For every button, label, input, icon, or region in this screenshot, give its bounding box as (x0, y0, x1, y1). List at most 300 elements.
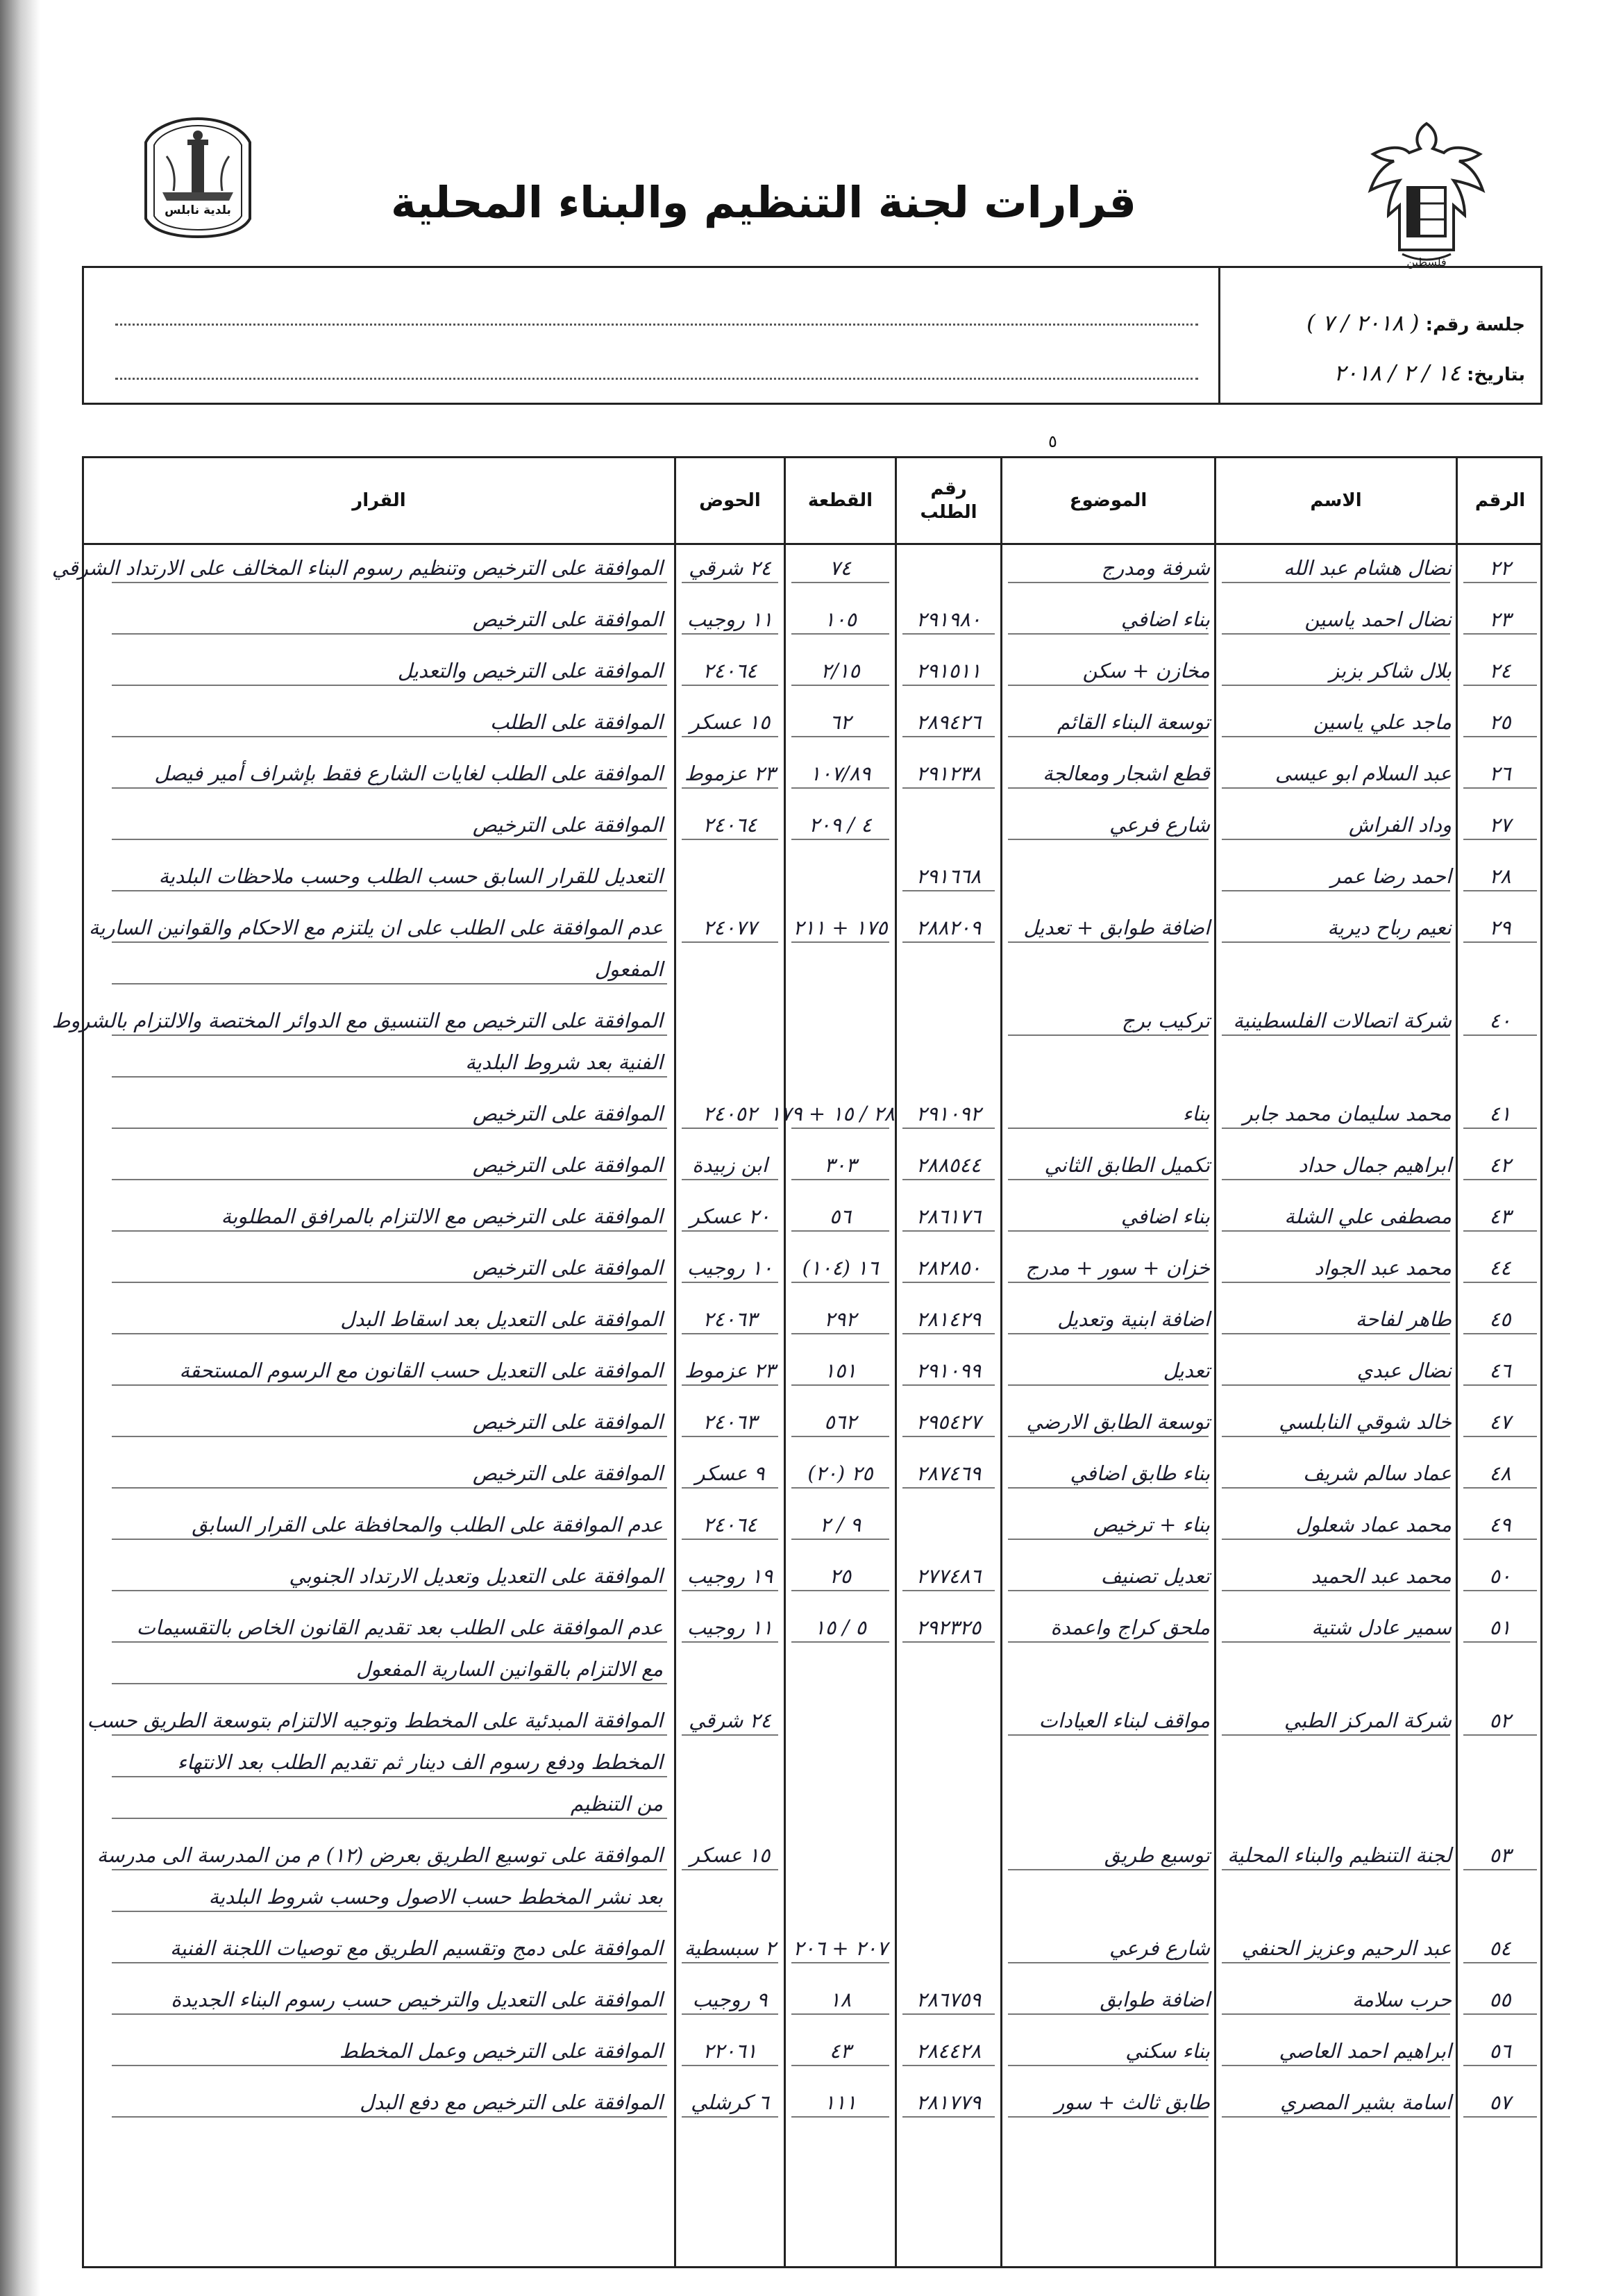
row-decision-line: عدم الموافقة على الطلب بعد تقديم القانون الخاص بالتقسيمات (136, 1616, 663, 1639)
handwriting-baseline (1222, 1179, 1450, 1180)
handwriting-baseline (1008, 1384, 1209, 1386)
row-plot (786, 1000, 895, 1041)
handwriting-baseline (682, 1282, 778, 1283)
handwriting-baseline (112, 1869, 667, 1870)
row-subject: ملحق كراج واعمدة (1050, 1616, 1210, 1639)
row-subject: توسعة الطابق الارضي (1026, 1410, 1210, 1434)
row-decision-line: الموافقة على الترخيص والتعديل (397, 659, 663, 682)
row-request-number: ٢٧٧٤٨٦ (916, 1564, 982, 1588)
row-request-number: ٢٨٢٨٥٠ (916, 1256, 982, 1280)
handwriting-baseline (791, 1590, 889, 1591)
handwriting-baseline (1008, 1539, 1209, 1540)
table-row (84, 753, 1540, 794)
notes-line-1 (115, 324, 1198, 326)
row-basin: ٢٤٠٥٢ (703, 1102, 757, 1125)
handwriting-baseline (791, 2116, 889, 2118)
row-subject: تعديل (1163, 1359, 1210, 1382)
row-basin: ١١ روجيب (687, 607, 773, 631)
handwriting-baseline (1222, 787, 1450, 789)
handwriting-baseline (1463, 582, 1537, 583)
session-number (1306, 310, 1525, 336)
emblem-caption: فلسطين (1406, 255, 1447, 269)
handwriting-baseline (112, 1230, 667, 1232)
row-plot: ١١١ (824, 2090, 857, 2114)
handwriting-baseline (902, 1641, 995, 1643)
handwriting-baseline (1008, 1333, 1209, 1334)
handwriting-baseline (1008, 1962, 1209, 1963)
handwriting-baseline (1222, 1962, 1450, 1963)
handwriting-baseline (682, 1641, 778, 1643)
row-name: محمد عماد شعلول (1295, 1513, 1452, 1536)
handwriting-baseline (682, 1128, 778, 1129)
table-row (84, 701, 1540, 743)
handwriting-baseline (791, 633, 889, 635)
handwriting-baseline (1463, 1734, 1537, 1736)
row-basin: ١٩ روجيب (687, 1564, 773, 1588)
session-number-label: جلسة رقم: (1425, 315, 1525, 335)
row-number: ٥٧ (1489, 2090, 1511, 2114)
row-decision-line: الموافقة على الترخيص (472, 1461, 663, 1485)
table-row (84, 650, 1540, 692)
handwriting-baseline (1222, 1734, 1450, 1736)
handwriting-baseline (902, 1487, 995, 1489)
handwriting-baseline (791, 1230, 889, 1232)
handwriting-baseline (791, 2065, 889, 2066)
handwriting-baseline (682, 1962, 778, 1963)
row-basin (676, 855, 784, 897)
decisions-table (51, 456, 1542, 2268)
handwriting-baseline (112, 2116, 667, 2118)
table-row (84, 1452, 1540, 1494)
scan-shadow-edge (0, 0, 40, 2296)
row-decision-line: الموافقة على الترخيص (472, 1410, 663, 1434)
row-basin: ٢٣ عزموط (684, 1359, 775, 1382)
row-decision-line: من التنظيم (570, 1792, 663, 1816)
table-row (84, 1700, 1540, 1825)
handwriting-baseline (902, 2065, 995, 2066)
handwriting-baseline (1463, 787, 1537, 789)
handwriting-baseline (1463, 1436, 1537, 1437)
handwriting-baseline (1008, 582, 1209, 583)
row-name: مصطفى علي الشلة (1284, 1205, 1452, 1228)
handwriting-baseline (112, 736, 667, 737)
handwriting-baseline (1222, 1034, 1450, 1036)
row-plot: ٢٨ / ١٥ + ١٧٩ (769, 1102, 895, 1125)
handwriting-baseline (112, 1962, 667, 1963)
row-decision-line: الموافقة على الترخيص (472, 1153, 663, 1177)
handwriting-baseline (1463, 685, 1537, 686)
session-date-value: ١٤ / ٢ / ٢٠١٨ (1334, 360, 1461, 386)
row-basin: ٢٤ شرقي (689, 1709, 771, 1732)
row-request-number: ٢٨٩٤٢٦ (916, 710, 982, 734)
row-name: ابراهيم جمال حداد (1298, 1153, 1452, 1177)
table-row (84, 855, 1540, 897)
handwriting-baseline (112, 1487, 667, 1489)
handwriting-baseline (1008, 1487, 1209, 1489)
row-plot: ٢٥ (٢٠) (807, 1461, 873, 1485)
handwriting-baseline (112, 1641, 667, 1643)
row-plot: ٧٤ (829, 556, 852, 580)
row-name: نضال هشام عبد الله (1283, 556, 1452, 580)
row-subject: مواقف لبناء العيادات (1038, 1709, 1210, 1732)
row-number: ٤٧ (1489, 1410, 1511, 1434)
row-request-number: ٢٨٨٥٤٤ (916, 1153, 982, 1177)
row-subject: طابق ثالث + سور (1054, 2090, 1210, 2114)
handwriting-baseline (112, 1128, 667, 1129)
row-request-number: ٢٩٥٤٢٧ (916, 1410, 982, 1434)
row-decision-line: بعد نشر المخطط حسب الاصول وحسب شروط البلدية (208, 1885, 663, 1909)
row-decision-line: الموافقة على التعديل بعد اسقاط البدل (340, 1307, 663, 1331)
handwriting-baseline (902, 1282, 995, 1283)
handwriting-baseline (902, 1590, 995, 1591)
handwriting-baseline (682, 1539, 778, 1540)
handwriting-baseline (791, 582, 889, 583)
row-subject: اضافة طوابق (1100, 1988, 1210, 2011)
row-decision-line: الموافقة على الترخيص (472, 607, 663, 631)
handwriting-baseline (1463, 2116, 1537, 2118)
handwriting-baseline (902, 685, 995, 686)
row-decision-line: التعديل للقرار السابق حسب الطلب وحسب ملاحظات البلدية (158, 864, 663, 888)
handwriting-baseline (791, 1962, 889, 1963)
handwriting-baseline (791, 1384, 889, 1386)
handwriting-baseline (682, 1384, 778, 1386)
row-decision-line: الموافقة على الطلب لغايات الشارع فقط بإشراف أمير فيصل (154, 762, 663, 785)
row-request-number: ٢٩١٥١١ (916, 659, 982, 682)
handwriting-baseline (1222, 1436, 1450, 1437)
row-name: محمد سليمان محمد جابر (1243, 1102, 1452, 1125)
row-name: ابراهيم احمد العاصي (1279, 2039, 1452, 2063)
row-basin: ١٠ روجيب (687, 1256, 773, 1280)
handwriting-baseline (1008, 839, 1209, 840)
table-row (84, 1607, 1540, 1690)
handwriting-baseline (112, 633, 667, 635)
handwriting-baseline (112, 1734, 667, 1736)
handwriting-baseline (1222, 1384, 1450, 1386)
handwriting-baseline (682, 633, 778, 635)
handwriting-baseline (682, 2013, 778, 2015)
row-name: عبد الرحيم وعزيز الحنفي (1241, 1936, 1452, 1960)
row-basin: ٩ روجيب (692, 1988, 768, 2011)
table-row (84, 1927, 1540, 1969)
header-plot: القطعة (807, 490, 873, 511)
table-row (51, 547, 1540, 589)
handwriting-baseline (791, 685, 889, 686)
row-subject: بناء سكني (1125, 2039, 1210, 2063)
table-row (84, 2081, 1540, 2123)
row-request-number: ٢٩١٠٩٩ (916, 1359, 982, 1382)
row-plot: ٢٥ (829, 1564, 852, 1588)
handwriting-baseline (1008, 787, 1209, 789)
row-number: ٢٦ (1489, 762, 1511, 785)
handwriting-baseline (1222, 1128, 1450, 1129)
row-basin: ٢٤٠٦٤ (703, 1513, 757, 1536)
handwriting-baseline (112, 582, 667, 583)
handwriting-baseline (682, 941, 778, 943)
header-num: الرقم (1474, 490, 1526, 511)
row-name: لجنة التنظيم والبناء المحلية (1227, 1843, 1452, 1867)
row-plot: ٤ / ٢٠٩ (809, 813, 872, 837)
row-basin: ٢٠ عسكر (689, 1205, 771, 1228)
handwriting-baseline (1463, 1128, 1537, 1129)
row-decision-line: الموافقة على التعديل وتعديل الارتداد الجنوبي (289, 1564, 663, 1588)
handwriting-baseline (1008, 2013, 1209, 2015)
row-decision-line: المفعول (594, 957, 663, 981)
handwriting-baseline (112, 1333, 667, 1334)
row-number: ٥٦ (1489, 2039, 1511, 2063)
handwriting-baseline (112, 787, 667, 789)
row-number: ٢٧ (1489, 813, 1511, 837)
table-row (84, 1196, 1540, 1237)
handwriting-baseline (1008, 2065, 1209, 2066)
handwriting-baseline (902, 736, 995, 737)
handwriting-baseline (791, 941, 889, 943)
handwriting-baseline (791, 839, 889, 840)
row-number: ٤٤ (1489, 1256, 1511, 1280)
handwriting-baseline (1222, 839, 1450, 840)
row-basin: ٦ كرشلي (691, 2090, 769, 2114)
row-subject: بناء + ترخيص (1093, 1513, 1210, 1536)
row-decision-line: الموافقة على التعديل والترخيص حسب رسوم البناء الجديدة (171, 1988, 663, 2011)
handwriting-baseline (1463, 1539, 1537, 1540)
row-decision-line: الموافقة على التعديل حسب القانون مع الرسوم المستحقة (179, 1359, 663, 1382)
handwriting-baseline (1463, 2065, 1537, 2066)
handwriting-baseline (112, 1911, 667, 1912)
handwriting-baseline (902, 2013, 995, 2015)
row-subject: بناء اضافي (1120, 1205, 1210, 1228)
handwriting-baseline (902, 633, 995, 635)
handwriting-baseline (1222, 2013, 1450, 2015)
row-request-number (897, 1000, 1000, 1041)
row-number: ٥٤ (1489, 1936, 1511, 1960)
handwriting-baseline (902, 787, 995, 789)
row-name: طاهر لفاحة (1355, 1307, 1452, 1331)
row-request-number: ٢٩٢٣٢٥ (916, 1616, 982, 1639)
row-name: ماجد علي ياسين (1313, 710, 1452, 734)
row-name: نضال عبدي (1356, 1359, 1452, 1382)
handwriting-baseline (1463, 1384, 1537, 1386)
row-subject: بناء اضافي (1120, 607, 1210, 631)
row-decision-line: الموافقة المبدئية على المخطط وتوجيه الالتزام بتوسعة الطريق حسب (87, 1709, 663, 1732)
table-row (84, 1401, 1540, 1443)
row-name: عبد السلام ابو عيسى (1275, 762, 1452, 785)
session-info-box (82, 266, 1542, 405)
row-basin: ٢٤٠٦٣ (703, 1307, 757, 1331)
table-row (51, 1000, 1540, 1083)
row-plot: ٥٦ (829, 1205, 852, 1228)
handwriting-baseline (1008, 685, 1209, 686)
row-name: احمد رضا عمر (1331, 864, 1452, 888)
handwriting-baseline (1222, 685, 1450, 686)
handwriting-baseline (1463, 736, 1537, 737)
row-number: ٢٩ (1489, 916, 1511, 939)
row-plot: ٥ / ١٥ (814, 1616, 866, 1639)
handwriting-baseline (112, 1683, 667, 1684)
row-name: خالد شوقي النابلسي (1279, 1410, 1452, 1434)
handwriting-baseline (682, 1487, 778, 1489)
handwriting-baseline (1463, 890, 1537, 891)
row-basin: ابن زبيدة (692, 1153, 768, 1177)
row-decision-line: مع الالتزام بالقوانين السارية المفعول (356, 1657, 663, 1681)
table-row (84, 2030, 1540, 2072)
handwriting-baseline (1008, 1734, 1209, 1736)
header-name: الاسم (1310, 490, 1362, 511)
row-subject: خزان + سور + مدرج (1025, 1256, 1210, 1280)
handwriting-baseline (1008, 1034, 1209, 1036)
handwriting-baseline (1222, 582, 1450, 583)
table-row (84, 1834, 1540, 1918)
row-subject: مخازن + سكن (1082, 659, 1210, 682)
handwriting-baseline (1463, 1641, 1537, 1643)
row-request-number (897, 804, 1000, 846)
handwriting-baseline (112, 1818, 667, 1819)
handwriting-baseline (1008, 1869, 1209, 1870)
handwriting-baseline (1463, 1487, 1537, 1489)
row-plot: ٢٠٧ + ٢٠٦ (793, 1936, 888, 1960)
row-subject: تعديل تصنيف (1100, 1564, 1210, 1588)
handwriting-baseline (112, 1776, 667, 1777)
handwriting-baseline (902, 1384, 995, 1386)
row-number: ٤٠ (1489, 1009, 1511, 1032)
handwriting-baseline (902, 1179, 995, 1180)
row-subject: تكميل الطابق الثاني (1044, 1153, 1210, 1177)
table-row (84, 1555, 1540, 1597)
row-request-number (897, 547, 1000, 589)
header-subject: الموضوع (1069, 490, 1147, 511)
row-number: ٢٨ (1489, 864, 1511, 888)
row-plot (786, 855, 895, 897)
row-number: ٢٢ (1489, 556, 1511, 580)
row-basin: ١١ روجيب (687, 1616, 773, 1639)
row-number: ٤٨ (1489, 1461, 1511, 1485)
row-basin: ١٥ عسكر (689, 1843, 771, 1867)
row-name: عماد سالم شريف (1303, 1461, 1452, 1485)
handwriting-baseline (1008, 1282, 1209, 1283)
handwriting-baseline (682, 1333, 778, 1334)
row-plot: ٣٠٣ (824, 1153, 857, 1177)
row-request-number: ٢٩١٢٣٨ (916, 762, 982, 785)
handwriting-baseline (682, 1436, 778, 1437)
row-basin: ٢ سبسطية (684, 1936, 776, 1960)
handwriting-baseline (1463, 1333, 1537, 1334)
session-date (1334, 360, 1525, 386)
row-decision-line: الموافقة على الترخيص مع الالتزام بالمرافق المطلوبة (221, 1205, 663, 1228)
row-plot: ١٠٥ (824, 607, 857, 631)
handwriting-baseline (1008, 1128, 1209, 1129)
handwriting-baseline (791, 787, 889, 789)
handwriting-baseline (791, 1179, 889, 1180)
handwriting-baseline (112, 1539, 667, 1540)
header-request (897, 458, 1000, 543)
row-name: بلال شاكر بزبز (1329, 659, 1452, 682)
handwriting-baseline (1222, 941, 1450, 943)
page-mark: ٥ (1048, 432, 1057, 451)
row-name: نضال احمد ياسين (1304, 607, 1452, 631)
row-decision-line: الموافقة على الترخيص مع دفع البدل (360, 2090, 663, 2114)
table-row (84, 1093, 1540, 1134)
row-subject: بناء (1182, 1102, 1210, 1125)
handwriting-baseline (791, 1539, 889, 1540)
row-plot (786, 1834, 895, 1876)
handwriting-baseline (1463, 1962, 1537, 1963)
handwriting-baseline (1222, 1333, 1450, 1334)
row-subject: شارع فرعي (1109, 1936, 1210, 1960)
handwriting-baseline (1008, 633, 1209, 635)
handwriting-baseline (1463, 2013, 1537, 2015)
handwriting-baseline (902, 1436, 995, 1437)
row-request-number: ٢٨٨٢٠٩ (916, 916, 982, 939)
table-row (84, 1504, 1540, 1545)
handwriting-baseline (1222, 1487, 1450, 1489)
row-decision-line: عدم الموافقة على الطلب على ان يلتزم مع الاحكام والقوانين السارية (88, 916, 663, 939)
handwriting-baseline (1222, 1230, 1450, 1232)
handwriting-baseline (1463, 1590, 1537, 1591)
table-row (84, 1247, 1540, 1289)
handwriting-baseline (682, 1179, 778, 1180)
handwriting-baseline (791, 1436, 889, 1437)
row-request-number (897, 1927, 1000, 1969)
row-decision-line: الموافقة على دمج وتقسيم الطريق مع توصيات اللجنة الفنية (169, 1936, 663, 1960)
row-plot: ٦٢ (829, 710, 852, 734)
handwriting-baseline (682, 1590, 778, 1591)
row-plot: ١٥١ (824, 1359, 857, 1382)
handwriting-baseline (902, 890, 995, 891)
handwriting-baseline (902, 1128, 995, 1129)
handwriting-baseline (1463, 839, 1537, 840)
handwriting-baseline (112, 1384, 667, 1386)
page-title: قرارات لجنة التنظيم والبناء المحلية (390, 177, 1136, 228)
row-subject: بناء طابق اضافي (1070, 1461, 1210, 1485)
seal-caption: بلدية نابلس (165, 203, 231, 217)
session-box-divider (1218, 268, 1220, 403)
row-decision-line: المخطط ودفع رسوم الف دينار ثم تقديم الطلب بعد الانتهاء (177, 1750, 663, 1774)
row-number: ٤٦ (1489, 1359, 1511, 1382)
row-basin: ٢٤٠٦٤ (703, 813, 757, 837)
handwriting-baseline (1008, 1436, 1209, 1437)
handwriting-baseline (1008, 2116, 1209, 2118)
handwriting-baseline (1463, 1282, 1537, 1283)
handwriting-baseline (112, 1282, 667, 1283)
row-plot: ١٦ (١٠٤) (802, 1256, 879, 1280)
row-name: شركة اتصالات الفلسطينية (1233, 1009, 1452, 1032)
handwriting-baseline (902, 1333, 995, 1334)
row-basin: ٢٤ شرقي (689, 556, 771, 580)
row-plot (786, 1700, 895, 1741)
handwriting-baseline (1008, 1230, 1209, 1232)
row-decision-line: الموافقة على الترخيص مع التنسيق مع الدوائر المختصة والالتزام بالشروط (51, 1009, 663, 1032)
handwriting-baseline (791, 1128, 889, 1129)
session-number-value: ( ٢٠١٨ / ٧ ) (1306, 310, 1420, 336)
handwriting-baseline (902, 941, 995, 943)
row-basin: ٢٤٠٦٤ (703, 659, 757, 682)
row-subject: اضافة ابنية وتعديل (1057, 1307, 1210, 1331)
handwriting-baseline (112, 1076, 667, 1078)
handwriting-baseline (682, 2116, 778, 2118)
handwriting-baseline (1222, 1282, 1450, 1283)
handwriting-baseline (682, 1230, 778, 1232)
handwriting-baseline (1008, 1179, 1209, 1180)
row-basin: ٢٢٠٦١ (703, 2039, 757, 2063)
row-name: محمد عبد الجواد (1314, 1256, 1452, 1280)
handwriting-baseline (1463, 1869, 1537, 1870)
row-basin (676, 1000, 784, 1041)
row-plot: ١٠٧/٨٩ (809, 762, 871, 785)
row-number: ٢٤ (1489, 659, 1511, 682)
row-request-number: ٢٨١٤٢٩ (916, 1307, 982, 1331)
table-row (84, 1979, 1540, 2020)
row-name: نعيم رباح ديرية (1327, 916, 1452, 939)
handwriting-baseline (1463, 1179, 1537, 1180)
row-name: حرب سلامة (1352, 1988, 1452, 2011)
